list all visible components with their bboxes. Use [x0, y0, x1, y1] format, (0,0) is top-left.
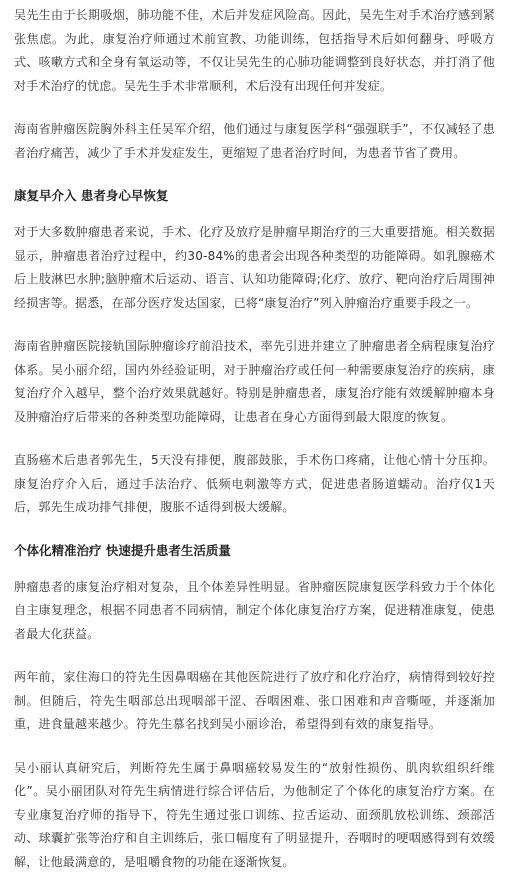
section-heading-individualized: 个体化精准治疗 快速提升患者生活质量	[14, 540, 495, 562]
section-heading-early-rehab: 康复早介入 患者身心早恢复	[14, 185, 495, 207]
paragraph-individualized-concept: 肿瘤患者的康复治疗相对复杂，且个体差异性明显。省肿瘤医院康复医学科致力于个体化自主康复理念，根据不同患者不同病情，制定个体化康复治疗方案，促进精准康复，使患者最大化获益。	[14, 576, 495, 647]
paragraph-preop-care: 吴先生由于长期吸烟，肺功能不佳，术后并发症风险高。因此，吴先生对手术治疗感到紧张焦虑。为此，康复治疗师通过术前宣教、功能训练，包括指导术后如何翻身、呼吸方式、咳嗽方式和全身有氧运动等，不仅让吴先生的心肺功能调整到良好状态，并打消了他对手术治疗的忧虑。吴先生手术非常顺利，术后没有出现任何并发症。	[14, 4, 495, 98]
paragraph-thoracic-surgery: 海南省肿瘤医院胸外科主任吴军介绍，他们通过与康复医学科“强强联手”，不仅减轻了患者治疗痛苦，减少了手术并发症发生，更缩短了患者治疗时间，为患者节省了费用。	[14, 118, 495, 165]
paragraph-treatment-plan: 吴小丽认真研究后，判断符先生属于鼻咽癌较易发生的“放射性损伤、肌肉软组织纤维化”。吴小丽团队对符先生病情进行综合评估后，为他制定了个体化的康复治疗方案。在专业康复治疗师的指导下，符先生通过张口训练、拉舌运动、面颈肌放松训练、颈部活动、球囊扩张等治疗和自主训练后，张口幅度有了明显提升，吞咽时的哽咽感得到有效缓解，让他最满意的，是咀嚼食物的功能在逐渐恢复。	[14, 757, 495, 874]
paragraph-rectal-case: 直肠癌术后患者郭先生，5天没有排便，腹部鼓胀，手术伤口疼痛，让他心情十分压抑。康复治疗介入后，通过手法治疗、低频电刺激等方式，促进患者肠道蠕动。治疗仅1天后，郭先生成功排气排便，腹胀不适得到极大缓解。	[14, 449, 495, 520]
paragraph-nasopharyngeal-case: 两年前，家住海口的符先生因鼻咽癌在其他医院进行了放疗和化疗治疗，病情得到较好控制。但随后，符先生咽部总出现咽部干涩、吞咽困难、张口困难和声音嘶哑，并逐渐加重，进食量越来越少。符先生慕名找到吴小丽诊治，希望得到有效的康复指导。	[14, 666, 495, 737]
paragraph-rehab-system: 海南省肿瘤医院接轨国际肿瘤诊疗前沿技术，率先引进并建立了肿瘤患者全病程康复治疗体系。吴小丽介绍，国内外经验证明，对于肿瘤治疗或任何一种需要康复治疗的疾病，康复治疗介入越早，整个治疗效果就越好。特别是肿瘤患者，康复治疗能有效缓解肿瘤本身及肿瘤治疗后带来的各种类型功能障碍，让患者在身心方面得到最大限度的恢复。	[14, 335, 495, 429]
paragraph-dysfunction-stats: 对于大多数肿瘤患者来说，手术、化疗及放疗是肿瘤早期治疗的三大重要措施。相关数据显示，肿瘤患者治疗过程中，约30-84%的患者会出现各种类型的功能障碍。如乳腺癌术后上肢淋巴水肿;脑肿瘤术后运动、语言、认知功能障碍;化疗、放疗、靶向治疗后周围神经损害等。据悉，在部分医疗发达国家，已将“康复治疗”列入肿瘤治疗重要手段之一。	[14, 221, 495, 315]
